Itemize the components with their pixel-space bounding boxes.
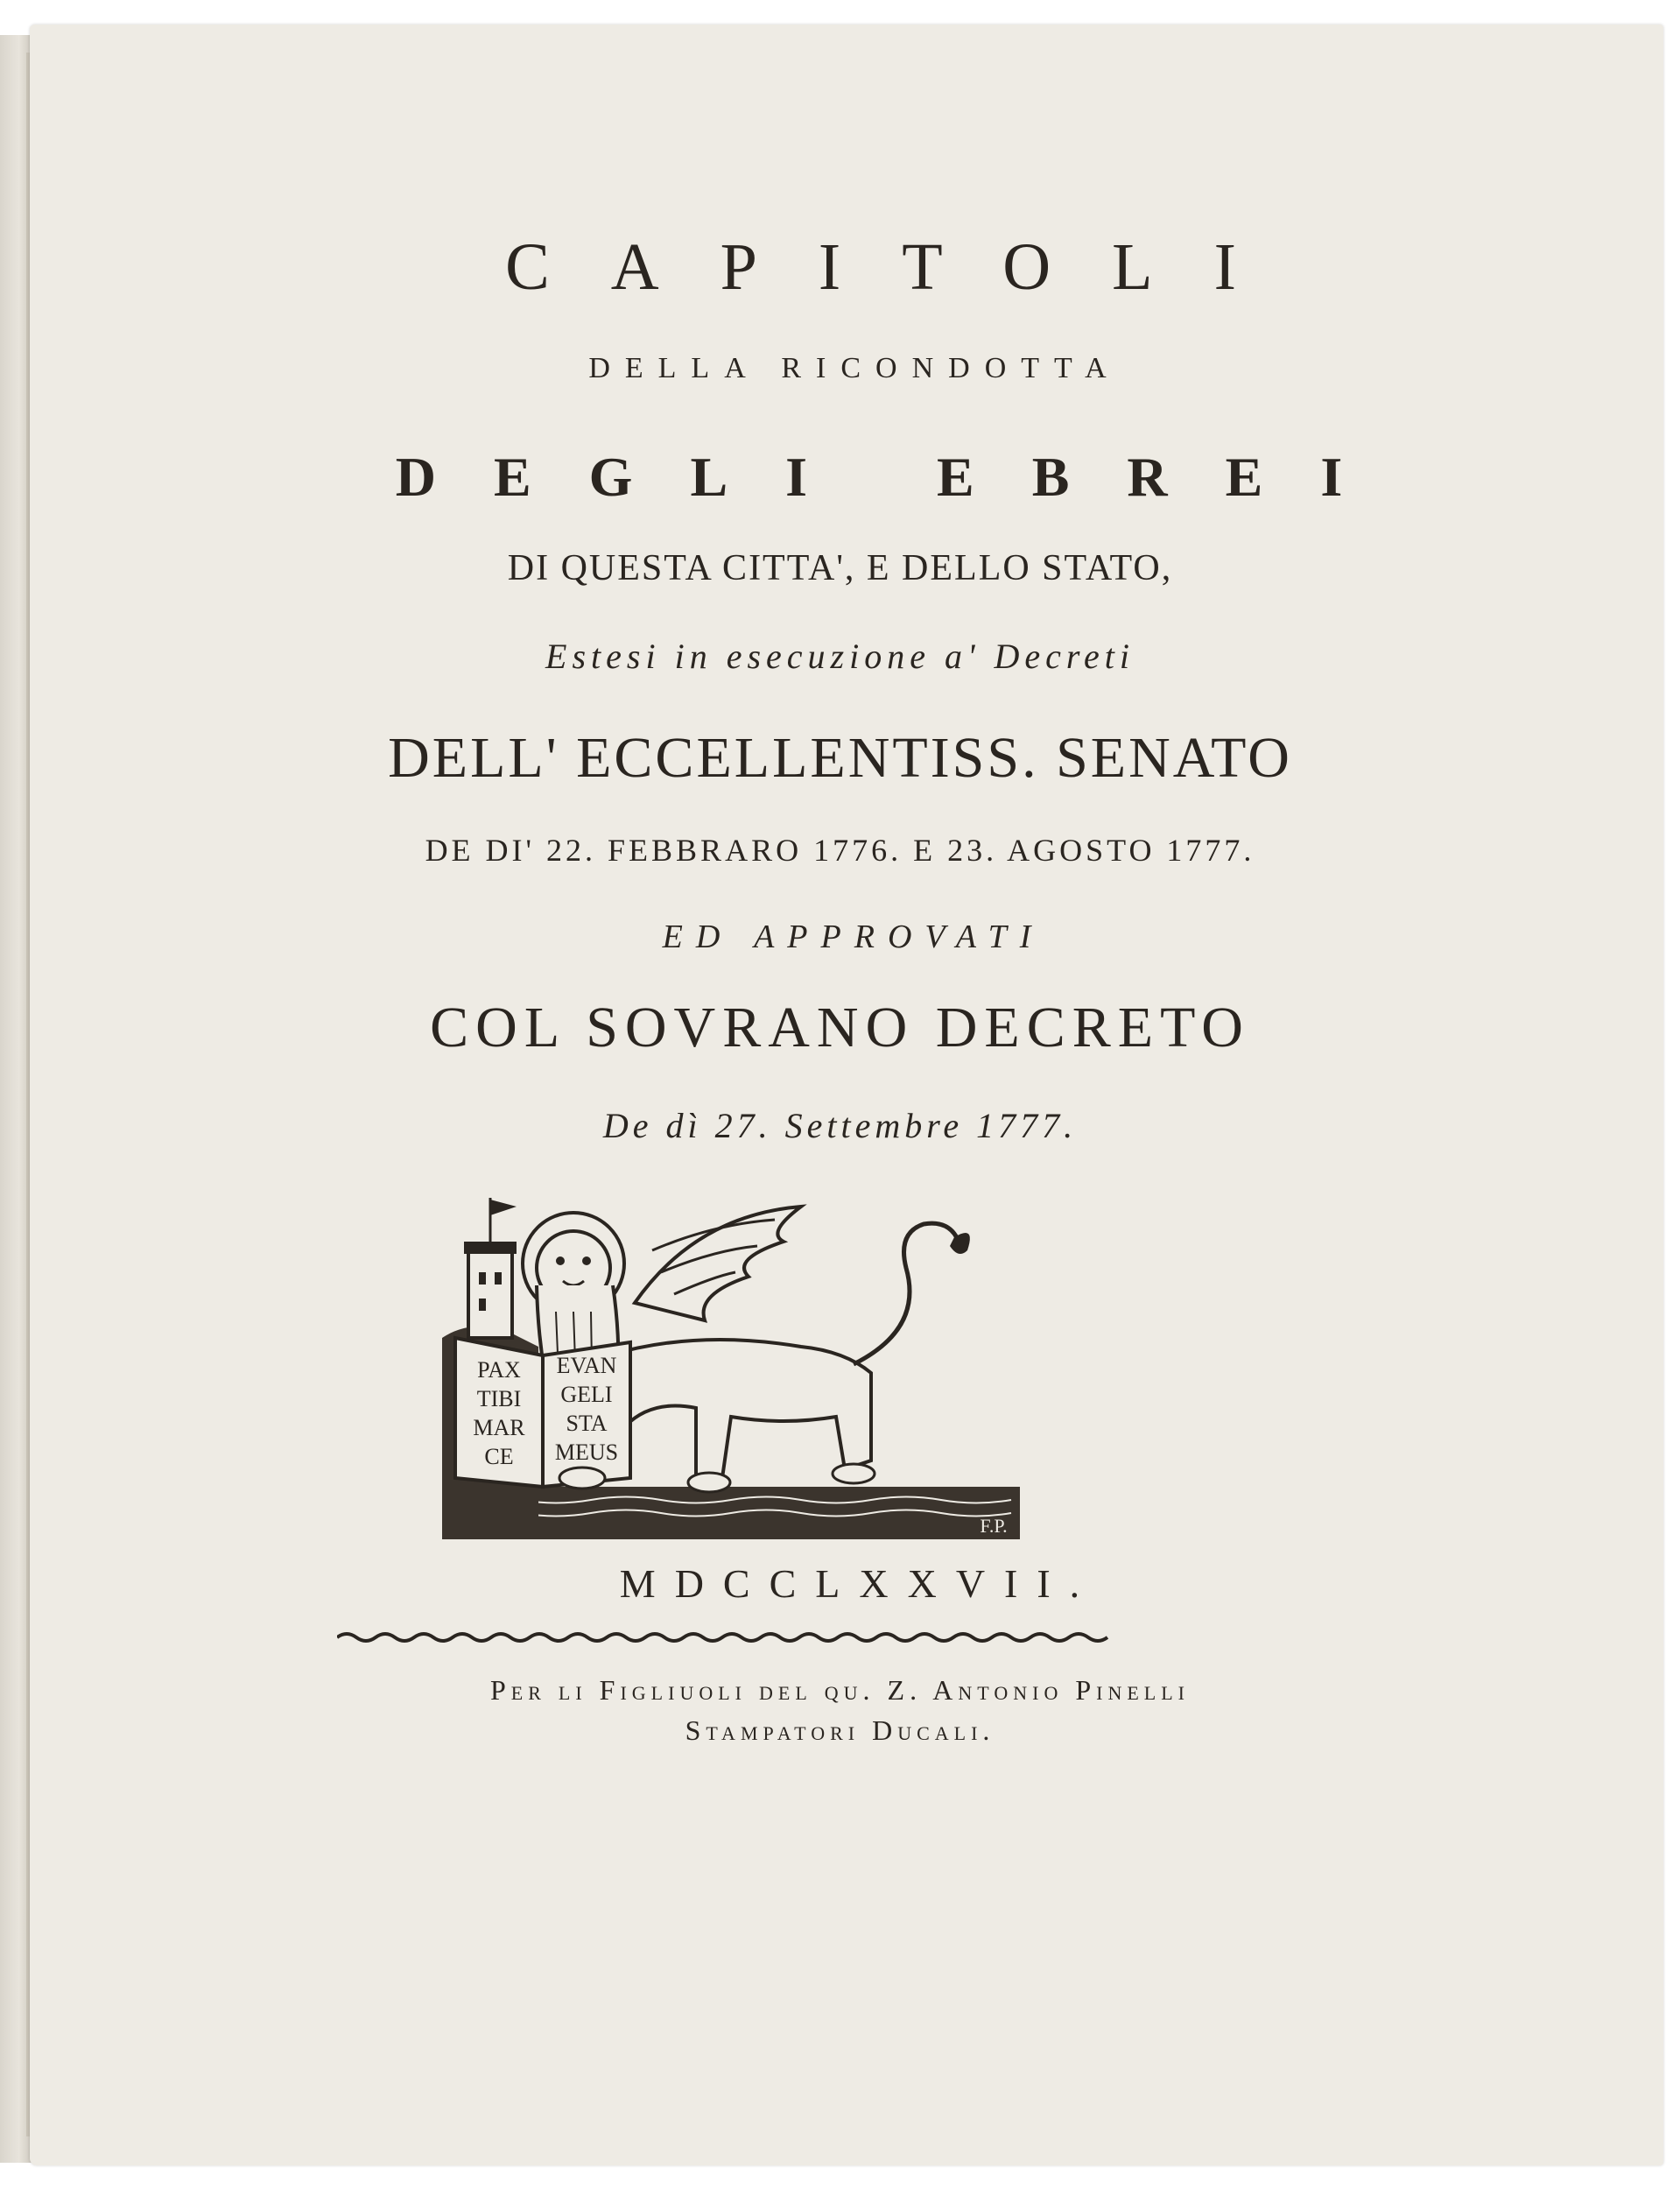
- ornamental-rule-icon: [337, 1630, 1116, 1644]
- book-text-right: MEUS: [554, 1439, 619, 1465]
- line-decree-date: De dì 27. Settembre 1777.: [602, 1106, 1078, 1145]
- subtitle-degli-ebrei: DEGLI EBREI: [395, 446, 1401, 508]
- line-di-questa-citta: DI QUESTA CITTA', E DELLO STATO,: [507, 548, 1173, 588]
- book-text-left: MAR: [473, 1415, 525, 1440]
- subtitle-della-ricondotta: DELLA RICONDOTTA: [588, 352, 1121, 384]
- lion-of-saint-mark-woodcut-icon: [433, 1198, 1037, 1548]
- lion-tail-icon: [854, 1223, 959, 1364]
- wing-icon: [635, 1207, 801, 1320]
- printer-line-1: Per li Figliuoli del qu. Z. Antonio Pinelli: [490, 1674, 1190, 1706]
- tower-icon: [464, 1198, 517, 1338]
- line-senato: DELL' ECCELLENTISS. SENATO: [388, 726, 1292, 790]
- line-estesi: Estesi in esecuzione a' Decreti: [545, 637, 1135, 676]
- open-book-icon: [455, 1338, 630, 1487]
- imprint-year: MDCCLXXVII.: [619, 1561, 1100, 1606]
- book-text-left: CE: [484, 1444, 514, 1469]
- line-sovrano-decreto: COL SOVRANO DECRETO: [430, 996, 1250, 1059]
- title: CAPITOLI: [505, 230, 1297, 304]
- title-page: [30, 25, 1663, 2165]
- book-text-left: TIBI: [476, 1386, 522, 1411]
- line-decree-dates: DE DI' 22. FEBBRARO 1776. E 23. AGOSTO 1777.: [425, 833, 1255, 868]
- line-ed-approvati: ED APPROVATI: [662, 919, 1044, 955]
- book-text-right: GELI: [560, 1382, 613, 1407]
- woodcut-initials: F.P.: [980, 1515, 1008, 1537]
- book-text-left: PAX: [477, 1357, 521, 1383]
- book-text-right: STA: [566, 1411, 608, 1436]
- book-text-right: EVAN: [556, 1353, 617, 1378]
- lion-body-icon: [608, 1340, 871, 1478]
- printer-line-2: Stampatori Ducali.: [685, 1714, 995, 1746]
